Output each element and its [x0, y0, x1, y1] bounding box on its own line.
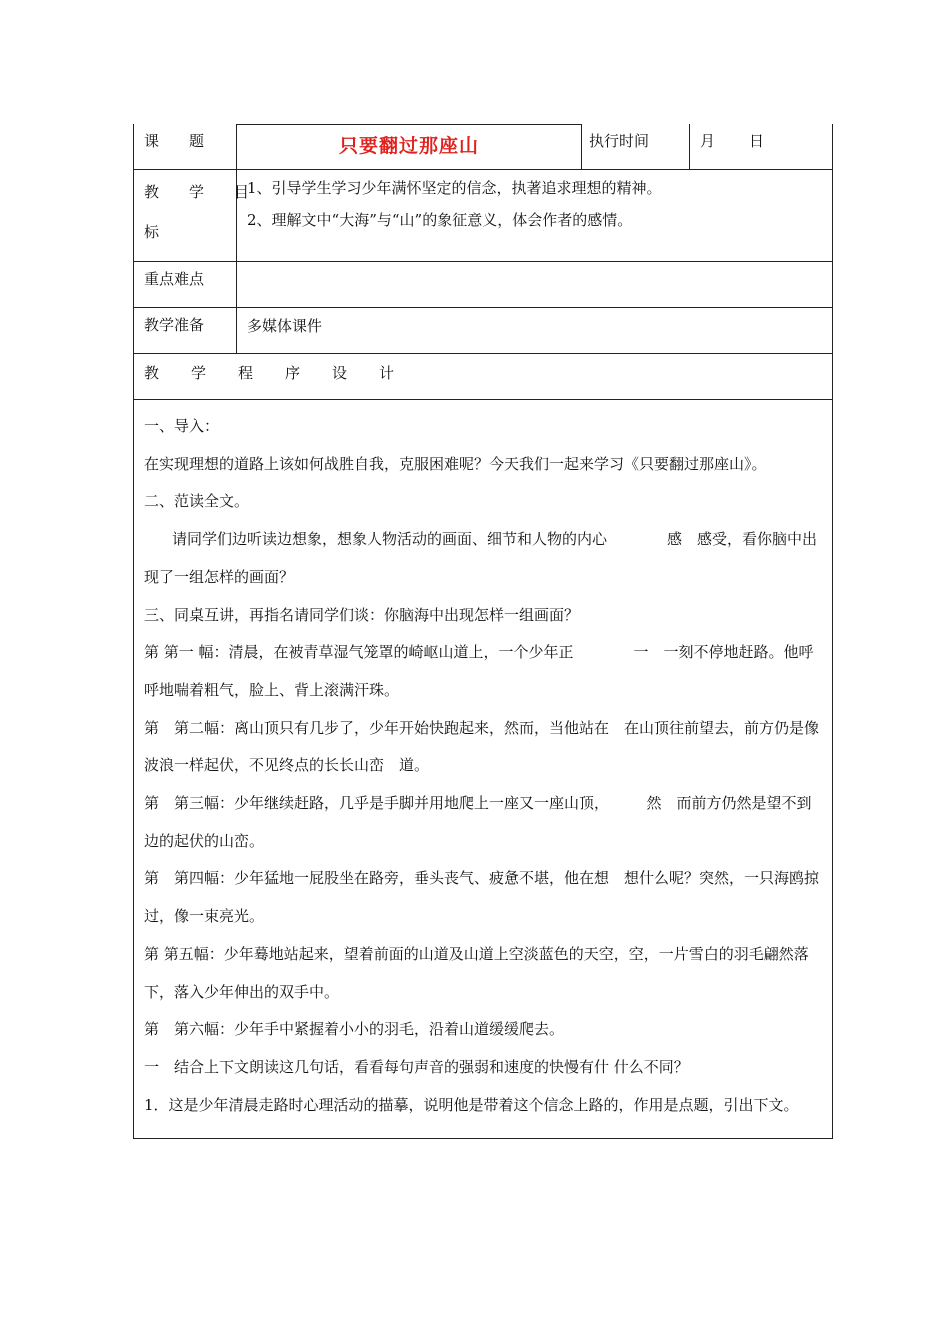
- day-label: 日: [749, 132, 765, 150]
- content-paragraph: 三、同桌互讲，再指名请同学们谈：你脑海中出现怎样一组画面？: [144, 605, 580, 624]
- content-paragraph: 在实现理想的道路上该如何战胜自我，克服困难呢？今天我们一起来学习《只要翻过那座山》。: [144, 454, 767, 473]
- lesson-content: [134, 400, 832, 1138]
- content-paragraph: 第 第六幅：少年手中紧握着小小的羽毛，沿着山道缓缓爬去。: [144, 1020, 565, 1039]
- content-paragraph: 第 第五幅：少年蓦地站起来，望着前面的山道及山道上空淡蓝色的天空，空，一片雪白的羽毛翩然落下，落入少年伸出的双手中。: [144, 944, 809, 1001]
- goal-item: 1、引导学生学习少年满怀坚定的信念，执著追求理想的精神。: [247, 179, 662, 197]
- content-paragraph: 第 第三幅：少年继续赶路，几乎是手脚并用地爬上一座又一座山顶， 然 而前方仍然是望不到边的起伏的山峦。: [144, 794, 812, 850]
- content-paragraph: 二、范读全文。: [144, 492, 250, 511]
- key-points-value: [237, 262, 832, 307]
- content-paragraph: 第 第四幅：少年猛地一屁股坐在路旁，垂头丧气、疲惫不堪，他在想 想什么呢？突然，一只海鸥掠过，像一束亮光。: [144, 869, 820, 926]
- execution-time-label: 执行时间: [582, 124, 690, 169]
- content-paragraph: 第 第二幅：离山顶只有几步了，少年开始快跑起来，然而，当他站在 在山顶往前望去，前方仍是像波浪一样起伏，不见终点的长长山峦 道。: [144, 718, 820, 775]
- preparation-row: [134, 308, 832, 354]
- preparation-label: 教学准备: [134, 308, 237, 353]
- content-paragraph: 第 第一 幅：清晨，在被青草湿气笼罩的崎岖山道上，一个少年正 一 一刻不停地赶路。他呼呼地喘着粗气，脸上、背上滚满汗珠。: [144, 643, 814, 699]
- goals-row: [134, 170, 832, 262]
- content-paragraph: 一 结合上下文朗读这几句话，看看每句声音的强弱和速度的快慢有什 什么不同？: [144, 1057, 689, 1076]
- lesson-plan-table: [133, 124, 833, 1139]
- lesson-title: 只要翻过那座山: [237, 124, 582, 169]
- topic-label: 课 题: [134, 124, 237, 169]
- key-points-row: [134, 262, 832, 308]
- goals-label: [134, 170, 280, 261]
- goal-item: 2、理解文中“大海”与“山”的象征意义，体会作者的感情。: [247, 211, 633, 229]
- content-paragraph: 一、导入：: [144, 417, 220, 435]
- goals-list: [237, 170, 832, 261]
- content-paragraph: 请同学们边听读边想象，想象人物活动的画面、细节和人物的内心 感 感受，看你脑中出现了一组怎样的画面？: [144, 530, 818, 586]
- key-points-label: 重点难点: [134, 262, 237, 307]
- design-heading: 教学程序设计: [134, 354, 832, 400]
- title-row: [134, 124, 832, 170]
- content-paragraph: 1．这是少年清晨走路时心理活动的描摹，说明他是带着这个信念上路的，作用是点题，引出下文。: [144, 1095, 799, 1114]
- goals-label-line2: 标: [144, 223, 160, 241]
- preparation-value: 多媒体课件: [247, 317, 323, 335]
- month-label: 月: [700, 132, 716, 150]
- date-cell: [690, 124, 832, 169]
- goals-label-line1: 教学目: [144, 183, 280, 201]
